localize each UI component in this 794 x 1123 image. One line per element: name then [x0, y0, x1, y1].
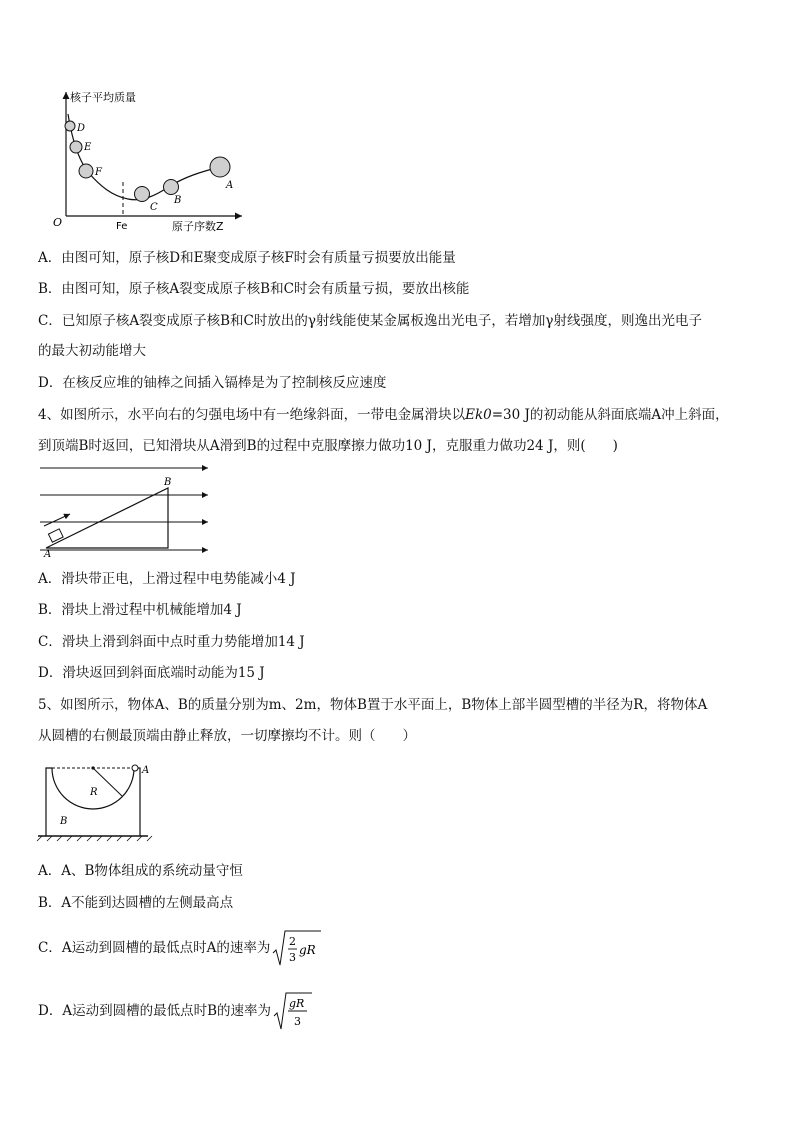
- svg-text:3: 3: [294, 1014, 301, 1028]
- incline: [46, 488, 168, 548]
- nucleus-e: [70, 141, 82, 153]
- svg-text:2: 2: [289, 934, 297, 948]
- svg-text:gR: gR: [289, 996, 305, 1010]
- nucleon-mass-figure: [50, 84, 250, 234]
- q3-option-c-line1: C．已知原子核A裂变成原子核B和C时放出的γ射线能使某金属板逸出光电子，若增加γ射线强度，则逸出光电子: [38, 313, 702, 329]
- nucleus-c: [135, 187, 150, 202]
- q4-stem-line1: 4、如图所示，水平向右的匀强电场中有一绝缘斜面，一带电金属滑块以Ek0=30 J的初动能从斜面底端A冲上斜面，: [38, 407, 729, 423]
- q3-option-d: D．在核反应堆的铀棒之间插入镉棒是为了控制核反应速度: [38, 375, 387, 391]
- velocity-arrow: [44, 514, 70, 526]
- sqrt-gr-over-three: [273, 991, 313, 1033]
- q5-stem-line2: 从圆槽的右侧最顶端由静止释放，一切摩擦均不计。则（ ）: [38, 728, 416, 744]
- q3-option-a: A．由图可知，原子核D和E聚变成原子核F时会有质量亏损要放出能量: [38, 250, 456, 266]
- q4-option-b: B．滑块上滑过程中机械能增加4 J: [38, 602, 242, 618]
- label-e: E: [84, 142, 92, 153]
- object-b-label: B: [60, 816, 68, 827]
- q5-option-d: D．A运动到圆槽的最低点时B的速率为 gR 3: [38, 990, 313, 1032]
- svg-text:3: 3: [289, 950, 297, 964]
- svg-text:gR: gR: [299, 942, 317, 957]
- q4-stem-line2: 到顶端B时返回，已知滑块从A滑到B的过程中克服摩擦力做功10 J，克服重力做功24 J，则( ): [38, 438, 618, 454]
- label-c: C: [150, 202, 158, 213]
- object-a-label: A: [142, 765, 150, 776]
- radius-label: R: [90, 787, 98, 798]
- label-b: B: [174, 195, 182, 206]
- groove-center: [91, 766, 94, 769]
- point-a-label: A: [44, 549, 52, 558]
- q3-option-b: B．由图可知，原子核A裂变成原子核B和C时会有质量亏损，要放出核能: [38, 281, 470, 297]
- q5-option-a: A．A、B物体组成的系统动量守恒: [38, 863, 243, 879]
- nucleus-a: [210, 157, 230, 177]
- q4-option-a: A．滑块带正电，上滑过程中电势能减小4 J: [38, 571, 296, 587]
- nucleus-f: [79, 164, 93, 178]
- q3-option-c-line2: 的最大初动能增大: [38, 343, 146, 359]
- fe-label: Fe: [116, 221, 128, 232]
- label-a: A: [226, 180, 234, 191]
- semicircle-groove-figure: [36, 760, 160, 842]
- q5-option-c: C．A运动到圆槽的最低点时A的速率为 2 3 gR: [38, 928, 322, 968]
- q5-option-b: B．A不能到达圆槽的左侧最高点: [38, 895, 234, 911]
- nucleus-b: [164, 180, 179, 195]
- object-a: [132, 765, 138, 771]
- y-axis-label: 核子平均质量: [70, 91, 136, 104]
- incline-field-figure: [38, 462, 214, 558]
- point-b-label: B: [164, 477, 172, 488]
- label-f: F: [95, 167, 102, 178]
- label-d: D: [77, 123, 86, 134]
- origin-label: O: [53, 216, 63, 229]
- q4-option-d: D．滑块返回到斜面底端时动能为15 J: [38, 665, 265, 681]
- sqrt-two-thirds-gr: [272, 929, 322, 969]
- x-axis-label: 原子序数Z: [172, 220, 224, 233]
- q5-stem-line1: 5、如图所示，物体A、B的质量分别为m、2m，物体B置于水平面上，B物体上部半圆型槽的半径为R，将物体A: [38, 697, 708, 713]
- q4-option-c: C．滑块上滑到斜面中点时重力势能增加14 J: [38, 634, 305, 650]
- ek0-symbol: Ek0: [465, 407, 492, 423]
- nucleus-d: [65, 121, 75, 131]
